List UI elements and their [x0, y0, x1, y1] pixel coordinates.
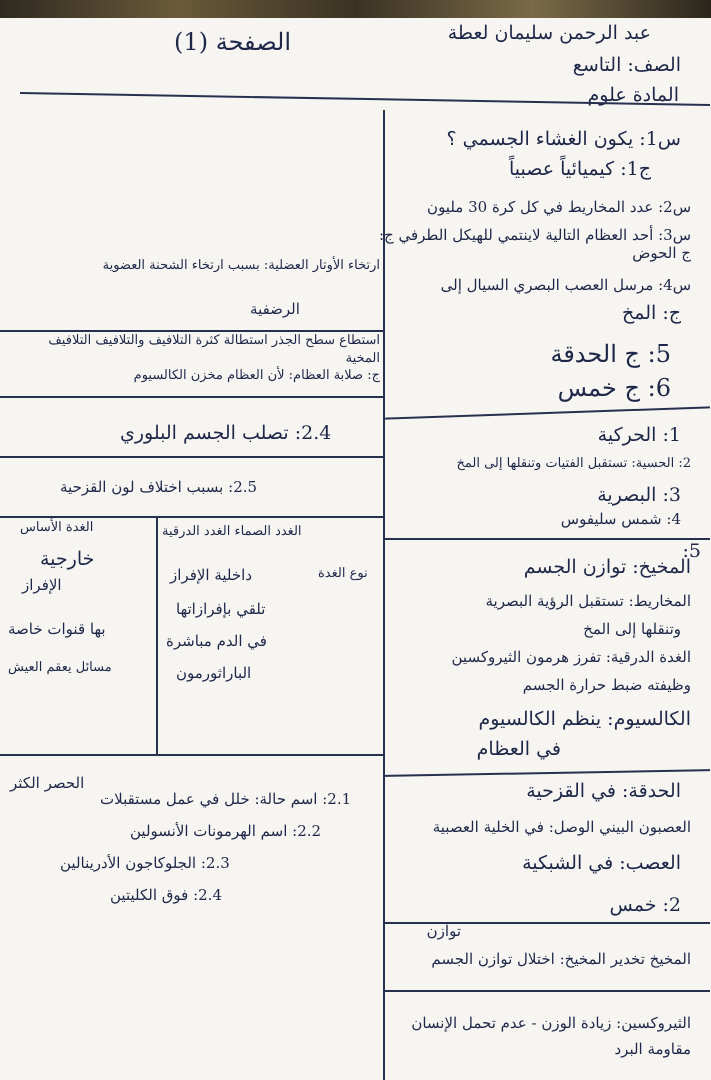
answer-5: 5: ج الحدقة	[550, 340, 671, 368]
col1-line-3: بها قنوات خاصة	[8, 620, 106, 638]
left-note: الحصر الكثر	[10, 774, 85, 792]
def-2: المخاريط: تستقبل الرؤية البصرية	[485, 592, 691, 610]
left-item-3: 2.3: الجلوكاجون الأدرينالين	[60, 854, 230, 872]
thyroxine-effects: الثيروكسين: زيادة الوزن - عدم تحمل الإنسان مقاومة البرد	[411, 1014, 691, 1058]
answer-2-five: 2: خمس	[609, 894, 681, 916]
section-5-label: 5:	[682, 540, 701, 562]
divider-r2	[385, 538, 710, 540]
table-col-divider	[156, 516, 158, 754]
question-1: س1: يكون الغشاء الجسمي ؟	[446, 128, 681, 150]
student-name: عبد الرحمن سليمان لعطة	[447, 22, 651, 44]
page-label: الصفحة (1)	[174, 28, 291, 56]
answer-4: ج: المخ	[621, 302, 681, 324]
col2-line-1: داخلية الإفراز	[170, 566, 253, 584]
answer-6: 6: ج خمس	[557, 374, 671, 402]
left-answer-1: ارتخاء الأوتار العضلية: بسبب ارتخاء الشحنة العضوية	[102, 258, 380, 273]
col2-line-3: في الدم مباشرة	[166, 632, 267, 650]
def-6: الكالسيوم: ينظم الكالسيوم	[478, 708, 691, 730]
def-4: الغدة الدرقية: تفرز هرمون الثيروكسين	[451, 648, 691, 666]
def-7: في العظام	[476, 738, 561, 760]
tawazun-note: توازن	[426, 922, 461, 940]
def-3: وتنقلها إلى المخ	[583, 620, 681, 638]
answer-1: ج1: كيميائياً عصبياً	[508, 158, 651, 180]
left-answer-2: استطاع سطح الجذر استطالة كثرة التلافيف والتلافيف التلافيف المخية	[48, 333, 380, 366]
col1-line-1: خارجية	[40, 548, 95, 570]
list-item-2: 2: الحسية: تستقبل الفتيات وتنقلها إلى المخ	[456, 456, 691, 471]
left-answer-1-cont: الرضفية	[250, 300, 300, 318]
table-row-label: نوع الغدة	[318, 566, 368, 581]
left-answer-3: ج: صلابة العظام: لأن العظام مخزن الكالسيوم	[133, 368, 380, 383]
list-item-4: 4: شمس سليفوس	[560, 510, 681, 528]
divider-r5	[385, 990, 710, 992]
left-answer-24: 2.4: تصلب الجسم البلوري	[120, 422, 332, 444]
def-5: وظيفته ضبط حرارة الجسم	[522, 676, 691, 694]
left-item-2: 2.2: اسم الهرمونات الأنسولين	[130, 822, 322, 840]
left-item-4: 2.4: فوق الكليتين	[110, 886, 222, 904]
table-top	[0, 516, 383, 518]
left-answer-25: 2.5: بسبب اختلاف لون القزحية	[60, 478, 258, 496]
question-4: س4: مرسل العصب البصري السيال إلى	[440, 276, 691, 294]
def-1: المخيخ: توازن الجسم	[523, 556, 691, 578]
list-item-1: 1: الحركية	[597, 424, 681, 446]
location-3: العصب: في الشبكية	[522, 852, 681, 874]
col2-line-4: الباراثورمون	[176, 664, 252, 682]
location-1: الحدقة: في القزحية	[526, 780, 681, 802]
question-3: س3: أحد العظام التالية لاينتمي للهيكل الطرفي ج: ج الحوض	[378, 226, 691, 262]
subject-label: المادة علوم	[587, 84, 679, 106]
col1-line-4: مسائل يعقم العيش	[8, 660, 112, 675]
location-2: العصبون البيني الوصل: في الخلية العصبية	[432, 818, 691, 836]
table-header-2: الغدد الصماء الغدد الدرقية	[162, 524, 302, 539]
grade-label: الصف: التاسع	[572, 54, 681, 76]
left-item-1: 2.1: اسم حالة: خلل في عمل مستقبلات	[100, 790, 352, 808]
col1-line-2: الإفراز	[22, 576, 62, 594]
divider-l3	[0, 456, 383, 458]
cerebellum-damage: المخيخ تخدير المخيخ: اختلال توازن الجسم	[431, 950, 691, 968]
divider-l2	[0, 396, 383, 398]
table-header-1: الغدة الأساس	[20, 520, 94, 535]
list-item-3: 3: البصرية	[597, 484, 681, 506]
col2-line-2: تلقي بإفرازاتها	[176, 600, 266, 618]
question-2: س2: عدد المخاريط في كل كرة 30 مليون	[427, 198, 691, 216]
divider-l4	[0, 754, 383, 756]
